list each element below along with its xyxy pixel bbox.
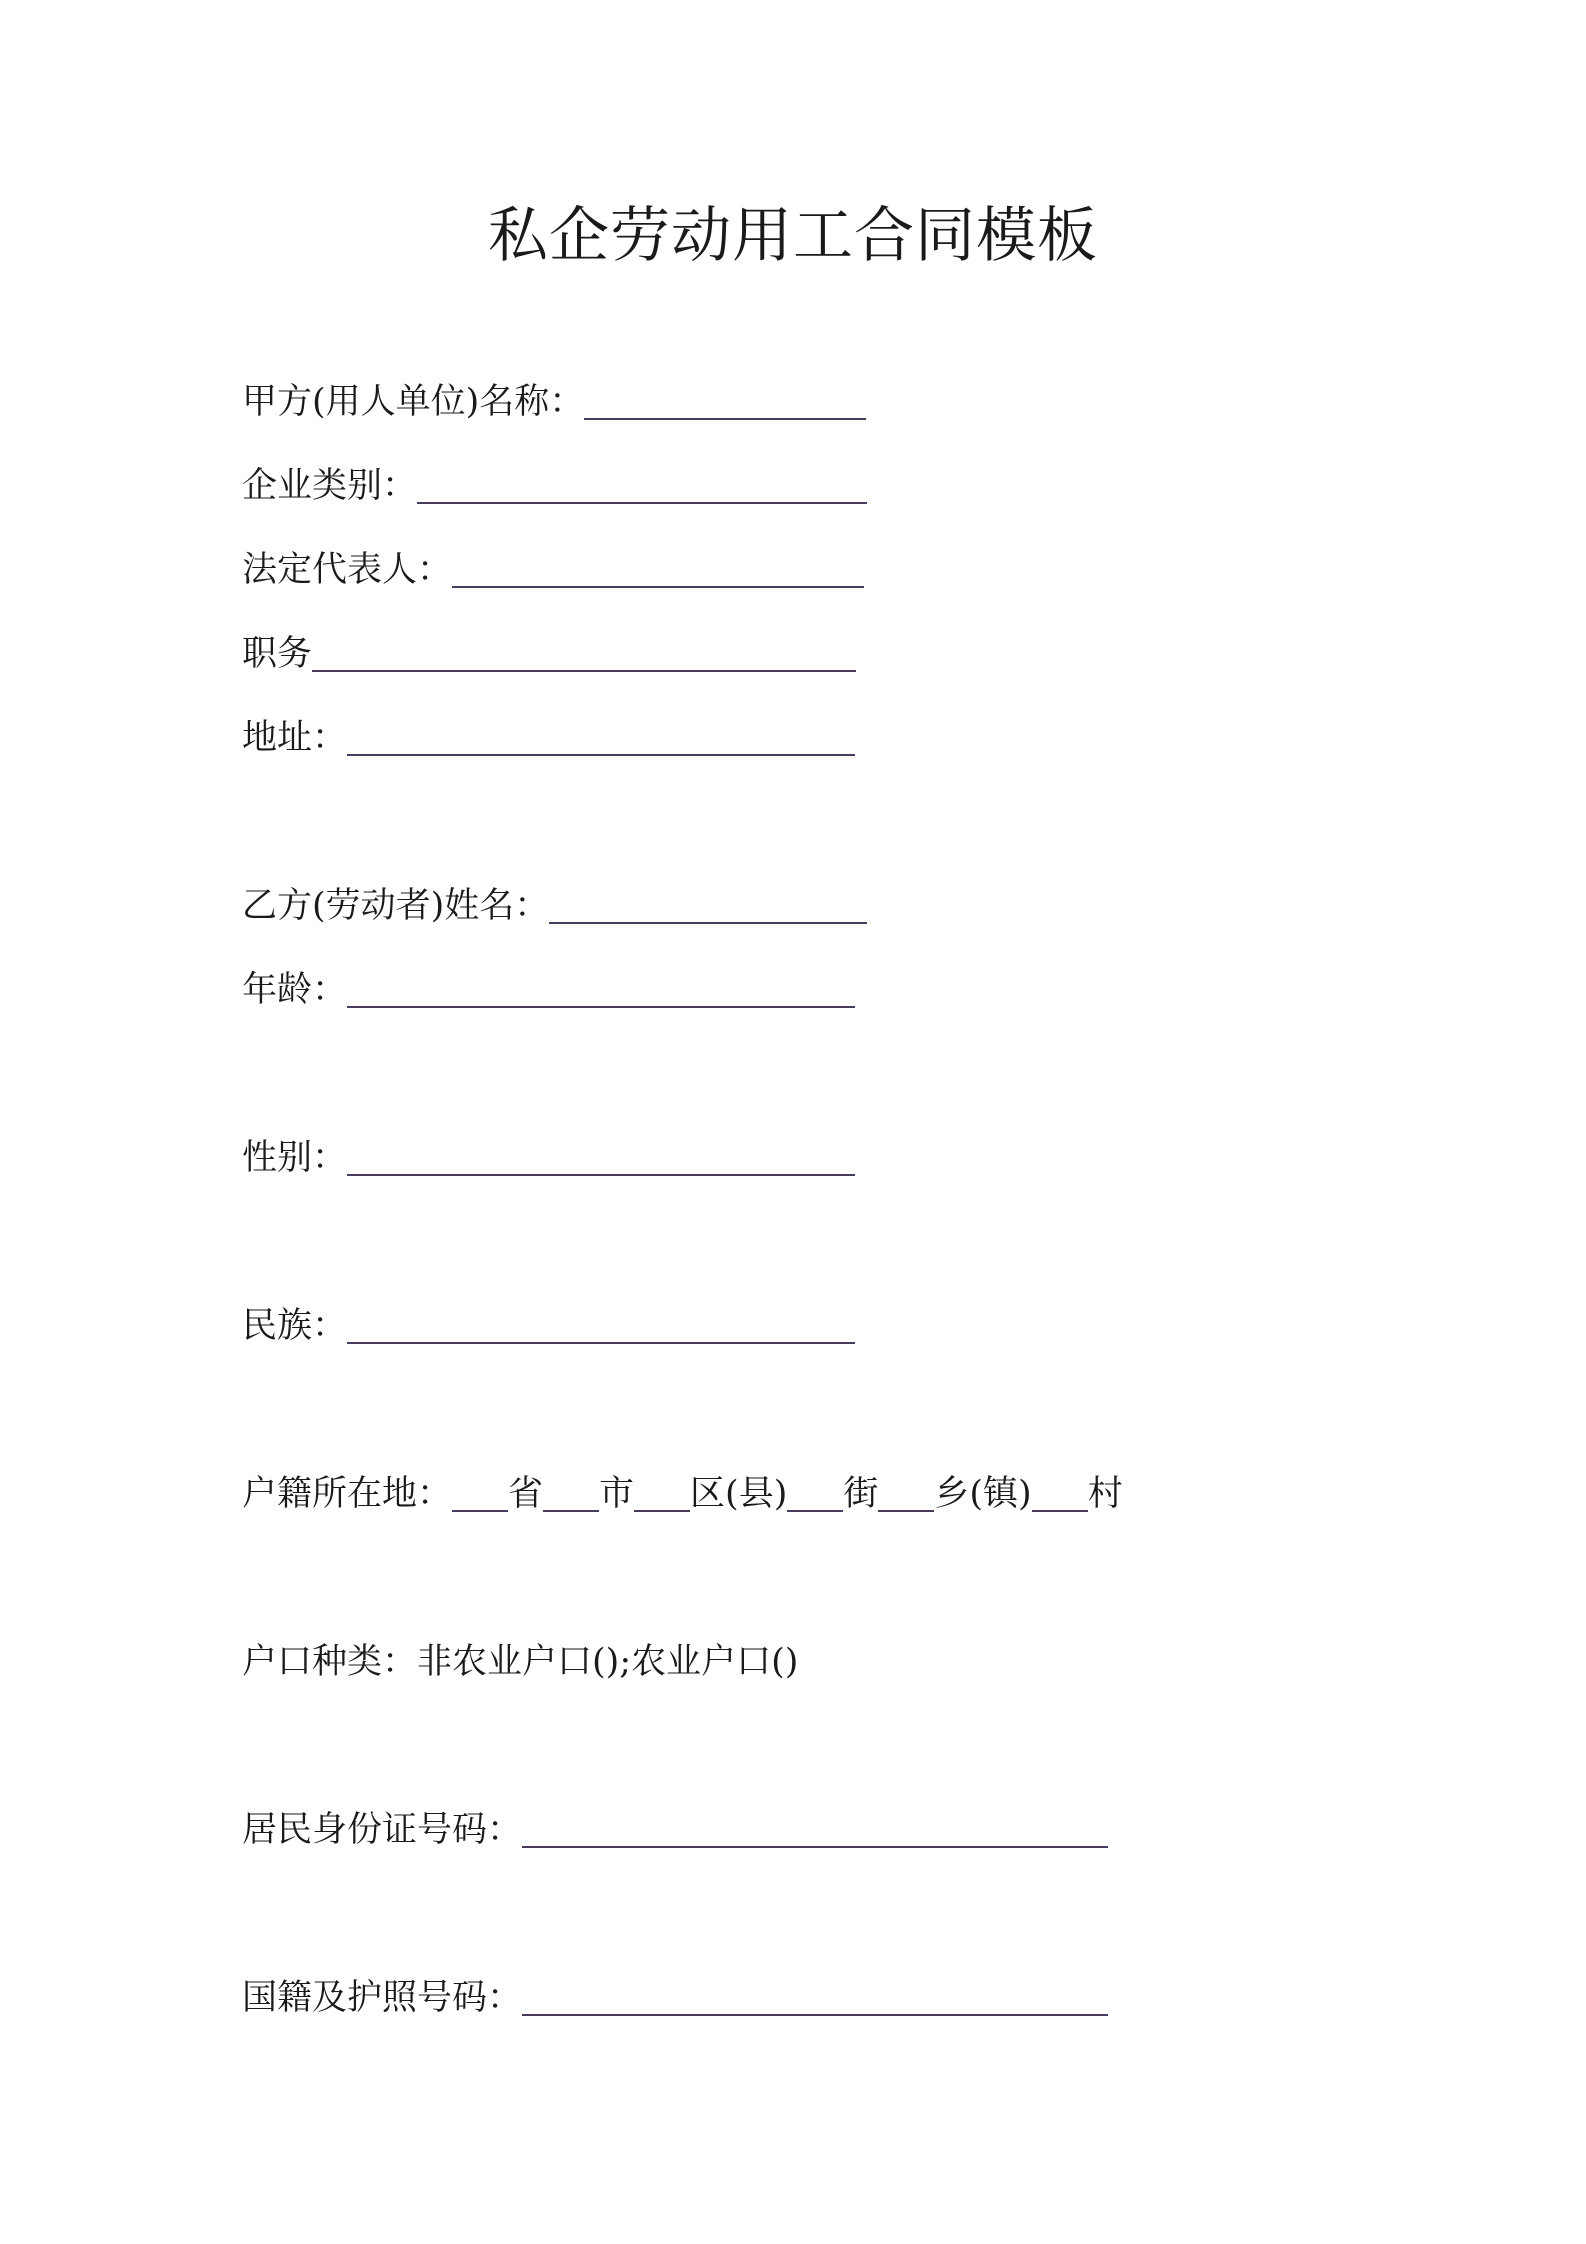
enterprise-category-row <box>242 462 867 510</box>
party-a-name-label: 甲方(用人单位)名称： <box>242 382 585 422</box>
household-province-unit: 省 <box>508 1474 544 1514</box>
nationality-passport-label: 国籍及护照号码： <box>242 1978 523 2018</box>
age-row <box>242 966 855 1014</box>
hukou-non-agri-option[interactable]: 非农业户口() <box>417 1642 620 1682</box>
position-label: 职务 <box>242 634 313 674</box>
gender-field[interactable] <box>347 1174 855 1176</box>
position-row <box>242 630 856 678</box>
enterprise-category-field[interactable] <box>417 502 867 504</box>
party-a-name-field[interactable] <box>584 418 866 420</box>
household-village-field[interactable] <box>1032 1510 1088 1512</box>
household-city-field[interactable] <box>543 1510 599 1512</box>
legal-rep-field[interactable] <box>452 586 864 588</box>
legal-rep-label: 法定代表人： <box>242 550 453 590</box>
household-label: 户籍所在地： <box>242 1474 453 1514</box>
household-township-unit: 乡(镇) <box>934 1474 1032 1514</box>
address-row <box>242 714 855 762</box>
party-b-name-field[interactable] <box>549 922 867 924</box>
hukou-type-label: 户口种类： <box>242 1642 418 1682</box>
household-village-unit: 村 <box>1087 1474 1123 1514</box>
hukou-type-row <box>242 1638 798 1686</box>
ethnicity-label: 民族： <box>242 1306 348 1346</box>
address-field[interactable] <box>347 754 855 756</box>
household-district-unit: 区(县) <box>690 1474 788 1514</box>
id-number-field[interactable] <box>522 1846 1108 1848</box>
enterprise-category-label: 企业类别： <box>242 466 418 506</box>
page-title: 私企劳动用工合同模板 <box>488 201 1098 271</box>
household-street-field[interactable] <box>787 1510 843 1512</box>
age-field[interactable] <box>347 1006 855 1008</box>
household-row <box>242 1470 1123 1518</box>
gender-row <box>242 1134 855 1182</box>
hukou-separator: ; <box>619 1642 632 1682</box>
ethnicity-field[interactable] <box>347 1342 855 1344</box>
hukou-agri-option[interactable]: 农业户口() <box>631 1642 799 1682</box>
position-field[interactable] <box>312 670 856 672</box>
household-street-unit: 街 <box>843 1474 879 1514</box>
party-a-name-row <box>242 378 866 426</box>
ethnicity-row <box>242 1302 855 1350</box>
nationality-passport-field[interactable] <box>522 2014 1108 2016</box>
legal-rep-row <box>242 546 864 594</box>
id-number-label: 居民身份证号码： <box>242 1810 523 1850</box>
address-label: 地址： <box>242 718 348 758</box>
gender-label: 性别： <box>242 1138 348 1178</box>
age-label: 年龄： <box>242 970 348 1010</box>
party-b-name-row <box>242 882 867 930</box>
household-city-unit: 市 <box>599 1474 635 1514</box>
nationality-passport-row <box>242 1974 1108 2022</box>
party-b-name-label: 乙方(劳动者)姓名： <box>242 886 550 926</box>
household-province-field[interactable] <box>452 1510 508 1512</box>
household-district-field[interactable] <box>634 1510 690 1512</box>
id-number-row <box>242 1806 1108 1854</box>
household-township-field[interactable] <box>878 1510 934 1512</box>
